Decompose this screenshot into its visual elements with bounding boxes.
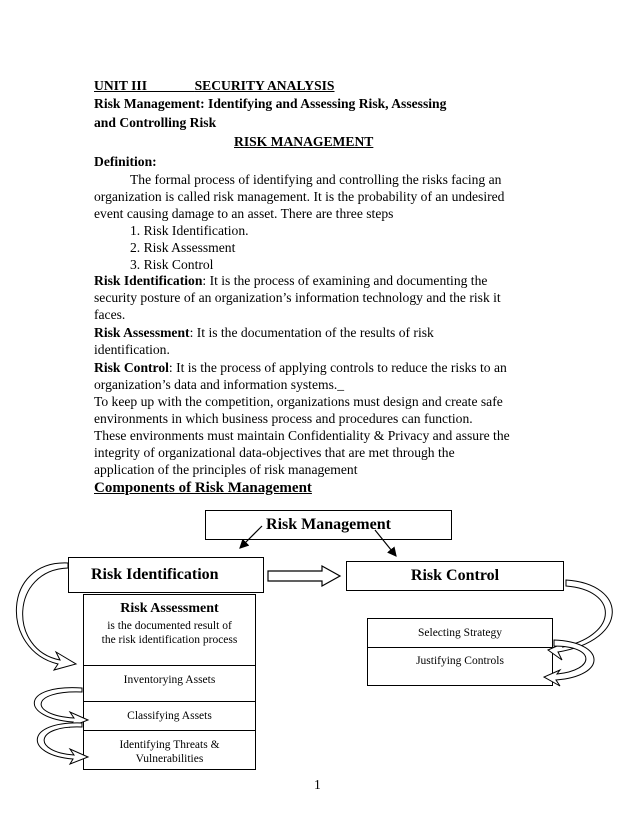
unit-title: SECURITY ANALYSIS [194, 78, 335, 93]
paragraph-1-line-2: environments in which business process and procedures can function. [94, 411, 473, 426]
curved-arrow-classify [37, 723, 88, 764]
risk-control-text: : It is the process of applying controls to reduce the risks to an [168, 360, 507, 375]
risk-identification-line-2: security posture of an organization’s information technology and the risk it [94, 290, 501, 305]
paragraph-2-line-1: These environments must maintain Confidentiality & Privacy and assure the [94, 428, 510, 443]
subtitle-line-1: Risk Management: Identifying and Assessing Risk, Assessing [94, 96, 447, 111]
arrow-to-control [375, 530, 396, 556]
curved-arrow-strategy [544, 640, 594, 686]
page-number: 1 [314, 777, 321, 792]
unit-gap: _______ [147, 78, 195, 93]
curved-arrow-inventory [34, 688, 88, 727]
selecting-strategy: Selecting Strategy [418, 627, 502, 639]
risk-identification-term: Risk Identification [94, 273, 203, 288]
identifying-threats-1: Identifying Threats & [119, 739, 220, 751]
risk-assessment-desc-1: is the documented result of [107, 620, 232, 632]
step-3: 3. Risk Control [130, 257, 214, 272]
risk-identification-label: Risk Identification [91, 566, 219, 583]
risk-control-trail: _ [337, 377, 345, 392]
classifying-assets: Classifying Assets [127, 710, 212, 722]
unit-label: UNIT III [94, 78, 148, 93]
components-heading: Components of Risk Management [94, 480, 312, 496]
definition-line-2: organization is called risk management. It is the probability of an undesired [94, 189, 505, 204]
paragraph-2-line-2: integrity of organizational data-objectives that are met through the [94, 445, 455, 460]
identifying-threats-2: Vulnerabilities [135, 753, 204, 765]
curved-arrow-identification [16, 563, 76, 670]
risk-identification-line-3: faces. [94, 307, 126, 322]
risk-management-label: Risk Management [266, 516, 391, 533]
risk-assessment-term: Risk Assessment [94, 325, 190, 340]
paragraph-2-line-3: application of the principles of risk management [94, 462, 358, 477]
risk-assessment-desc-2: the risk identification process [101, 634, 238, 646]
risk-assessment-line-2: identification. [94, 342, 170, 357]
step-2: 2. Risk Assessment [130, 240, 236, 255]
risk-assessment-text: : It is the documentation of the results of risk [189, 325, 434, 340]
section-title: RISK MANAGEMENT [234, 134, 374, 149]
definition-line-1: The formal process of identifying and controlling the risks facing an [130, 172, 502, 187]
subtitle-line-2: and Controlling Risk [94, 115, 217, 130]
paragraph-1-line-1: To keep up with the competition, organizations must design and create safe [94, 394, 503, 409]
definition-label: Definition: [94, 154, 157, 169]
justifying-controls: Justifying Controls [416, 655, 504, 667]
risk-identification-text: : It is the process of examining and documenting the [202, 273, 488, 288]
risk-control-line-2-text: organization’s data and information systems. [94, 377, 338, 392]
step-1: 1. Risk Identification. [130, 223, 249, 238]
inventorying-assets: Inventorying Assets [123, 674, 216, 686]
risk-control-term: Risk Control [94, 360, 169, 375]
risk-assessment-title: Risk Assessment [120, 601, 219, 616]
arrow-to-identification [240, 526, 262, 548]
block-arrow-right [268, 566, 340, 586]
risk-control-label: Risk Control [410, 567, 500, 584]
definition-line-3: event causing damage to an asset. There are three steps [94, 206, 394, 221]
